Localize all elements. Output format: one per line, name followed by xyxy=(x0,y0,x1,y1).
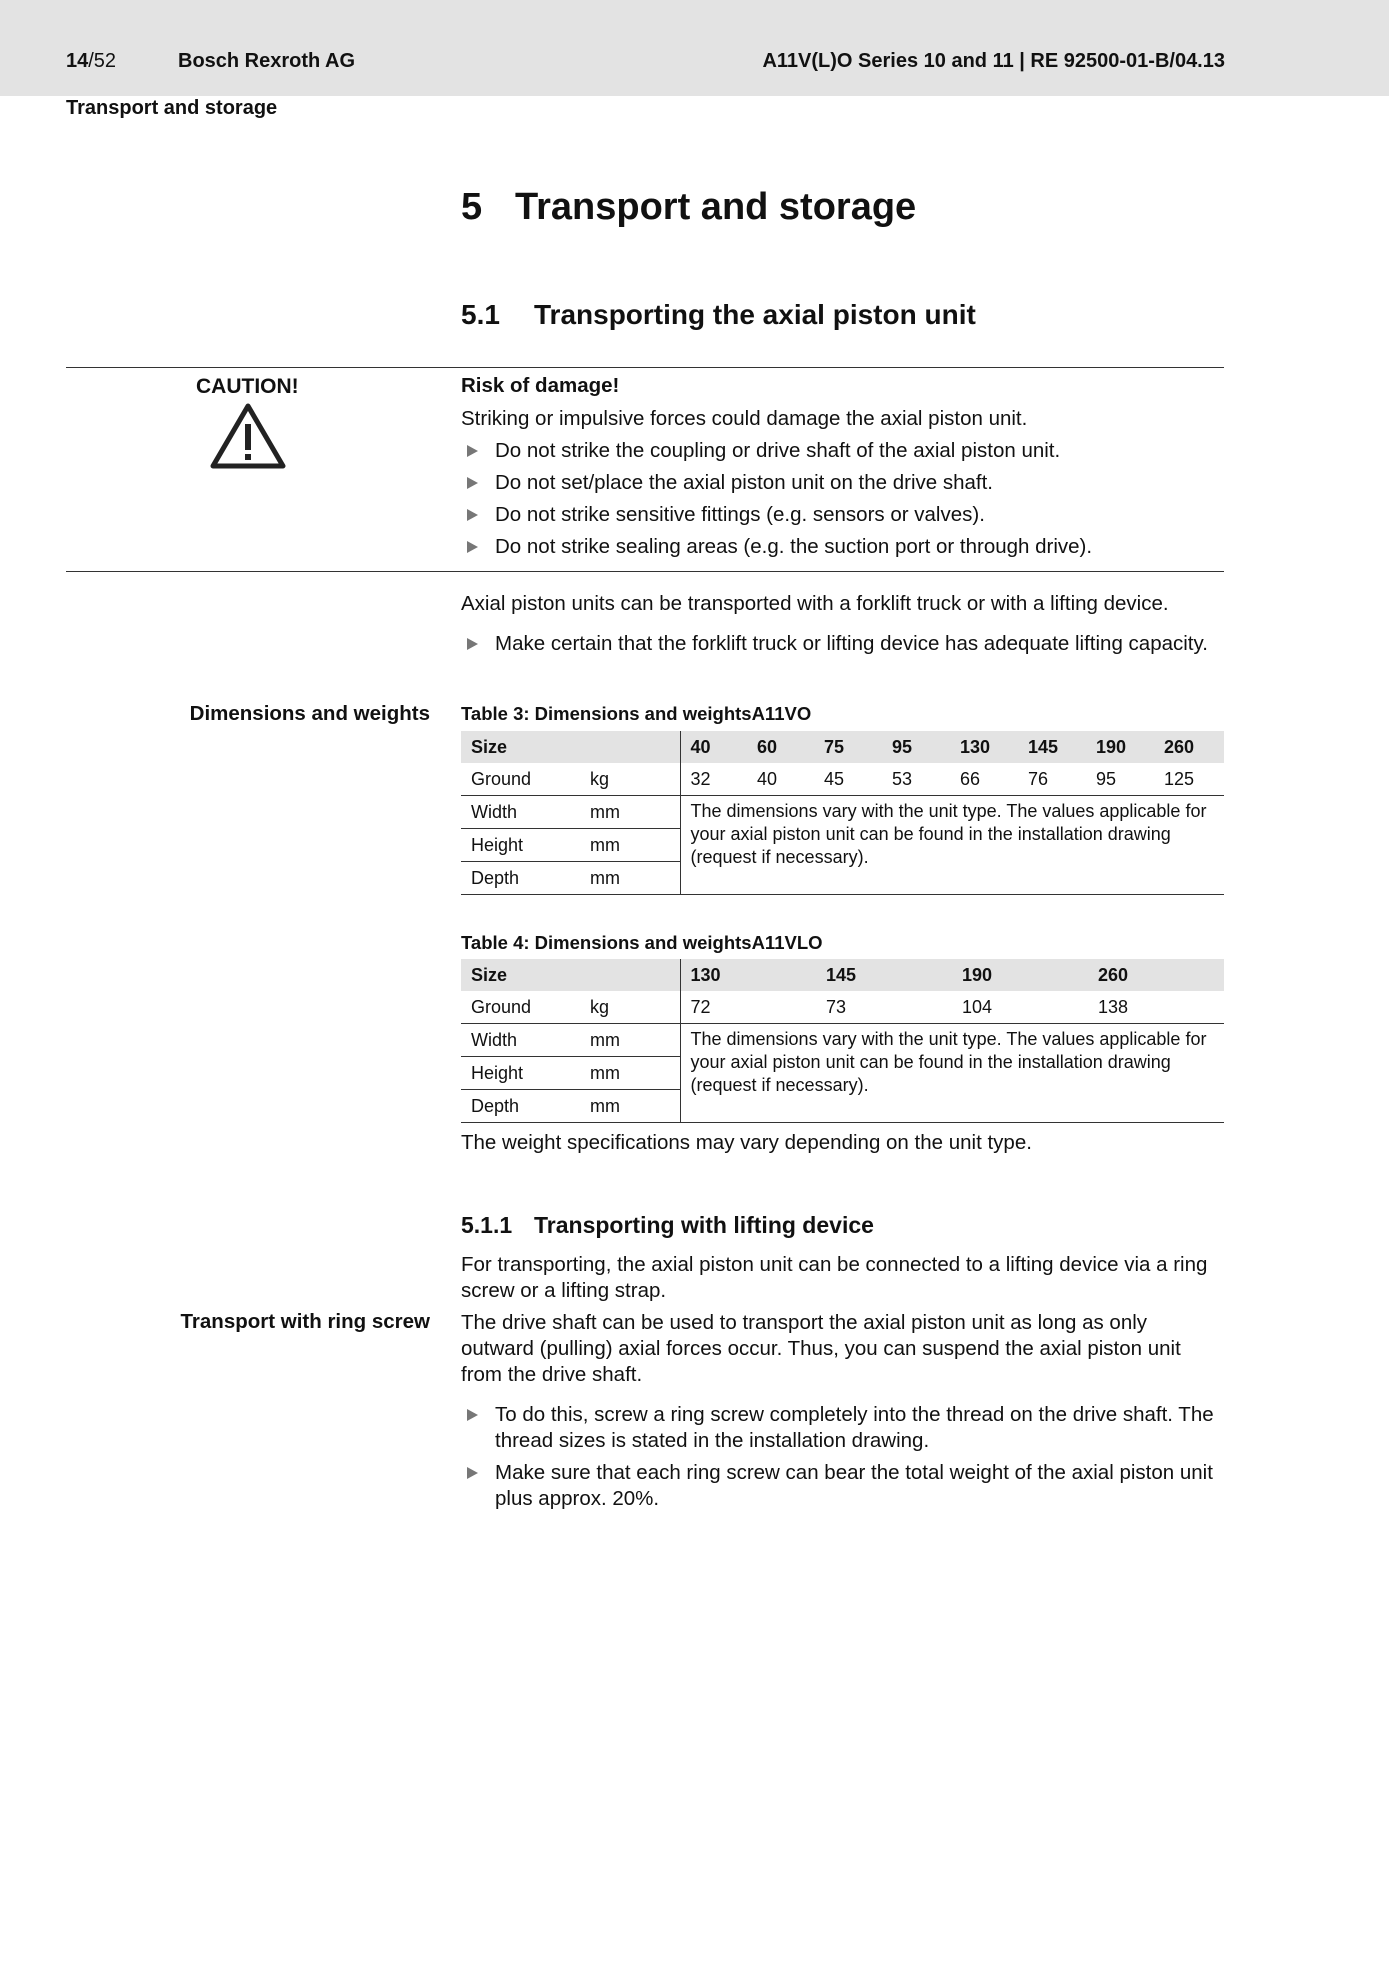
row-unit: kg xyxy=(580,991,680,1024)
row-label: Ground xyxy=(461,991,580,1024)
list-item: Do not strike sealing areas (e.g. the suction port or through drive). xyxy=(461,534,1221,560)
size-cell: 75 xyxy=(814,731,882,763)
list-item: Make sure that each ring screw can bear the total weight of the axial piston unit plus approx. 20%. xyxy=(461,1460,1221,1512)
size-cell: 130 xyxy=(950,731,1018,763)
side-label-ring-screw: Transport with ring screw xyxy=(180,1310,430,1333)
row-label: Width xyxy=(461,1024,580,1057)
table-row xyxy=(461,959,1224,991)
row-label: Depth xyxy=(461,862,580,895)
row-unit: kg xyxy=(580,763,680,796)
lifting-intro: For transporting, the axial piston unit can be connected to a lifting device via a ring screw or a lifting strap. xyxy=(461,1253,1208,1302)
row-label: Width xyxy=(461,796,580,829)
company-name: Bosch Rexroth AG xyxy=(178,50,356,72)
page-number: 14/52 xyxy=(66,50,117,72)
row-unit: mm xyxy=(580,1024,680,1057)
caution-top-rule xyxy=(66,367,1224,368)
value-cell: 95 xyxy=(1086,763,1154,796)
table-note: The dimensions vary with the unit type. The values applicable for your axial piston unit can be found in the installation drawing (request if necessary). xyxy=(680,1024,1224,1123)
value-cell: 73 xyxy=(816,991,952,1024)
size-cell: 145 xyxy=(1018,731,1086,763)
list-item: To do this, screw a ring screw completely into the thread on the drive shaft. The thread sizes is stated in the installation drawing. xyxy=(461,1402,1221,1454)
caution-bottom-rule xyxy=(66,571,1224,572)
page-header-band xyxy=(0,0,1389,96)
size-cell: 190 xyxy=(952,959,1088,991)
caution-list xyxy=(461,438,1221,566)
transport-list xyxy=(461,631,1221,663)
table4-dimensions-a11vlo xyxy=(461,959,1224,1123)
list-item: Make certain that the forklift truck or lifting device has adequate lifting capacity. xyxy=(461,631,1221,657)
list-item: Do not set/place the axial piston unit on the drive shaft. xyxy=(461,470,1221,496)
size-cell: 190 xyxy=(1086,731,1154,763)
value-cell: 104 xyxy=(952,991,1088,1024)
row-unit: mm xyxy=(580,829,680,862)
table-row xyxy=(461,1024,1224,1057)
list-item: Do not strike the coupling or drive shaft of the axial piston unit. xyxy=(461,438,1221,464)
size-cell: 260 xyxy=(1088,959,1224,991)
table-note: The dimensions vary with the unit type. The values applicable for your axial piston unit can be found in the installation drawing (request if necessary). xyxy=(680,796,1224,895)
caution-intro: Striking or impulsive forces could damage the axial piston unit. xyxy=(461,407,1028,430)
caution-heading: Risk of damage! xyxy=(461,374,620,397)
value-cell: 138 xyxy=(1088,991,1224,1024)
row-unit: mm xyxy=(580,1057,680,1090)
table4-caption: Table 4: Dimensions and weightsA11VLO xyxy=(461,932,823,953)
value-cell: 125 xyxy=(1154,763,1224,796)
table-row xyxy=(461,991,1224,1024)
chapter-heading: 5 Transport and storage xyxy=(461,186,917,228)
row-label: Depth xyxy=(461,1090,580,1123)
subsection-heading: 5.1.1 Transporting with lifting device xyxy=(461,1212,874,1238)
ring-screw-text: The drive shaft can be used to transport the axial piston unit as long as only outward (pulling) axial forces occur. Thus, you can suspend the axial piston unit from the drive shaft. xyxy=(461,1311,1181,1386)
value-cell: 32 xyxy=(680,763,747,796)
table-row xyxy=(461,763,1224,796)
table-row xyxy=(461,796,1224,829)
value-cell: 76 xyxy=(1018,763,1086,796)
table3-caption: Table 3: Dimensions and weightsA11VO xyxy=(461,703,812,724)
size-cell: 95 xyxy=(882,731,950,763)
section-heading: 5.1 Transporting the axial piston unit xyxy=(461,299,976,330)
row-label: Ground xyxy=(461,763,580,796)
weight-note: The weight specifications may vary depending on the unit type. xyxy=(461,1131,1032,1154)
side-label-dimensions: Dimensions and weights xyxy=(189,702,430,725)
size-cell: 145 xyxy=(816,959,952,991)
size-cell: 40 xyxy=(680,731,747,763)
table-row xyxy=(461,731,1224,763)
document-reference: A11V(L)O Series 10 and 11 | RE 92500-01-B/04.13 xyxy=(762,50,1225,72)
value-cell: 40 xyxy=(747,763,814,796)
list-item: Do not strike sensitive fittings (e.g. sensors or valves). xyxy=(461,502,1221,528)
row-label: Height xyxy=(461,1057,580,1090)
size-cell: 60 xyxy=(747,731,814,763)
table3-dimensions-a11vo xyxy=(461,731,1224,895)
size-cell: 260 xyxy=(1154,731,1224,763)
row-unit: mm xyxy=(580,862,680,895)
size-label: Size xyxy=(461,959,680,991)
ring-screw-list xyxy=(461,1402,1221,1518)
size-label: Size xyxy=(461,731,680,763)
value-cell: 66 xyxy=(950,763,1018,796)
row-unit: mm xyxy=(580,796,680,829)
row-unit: mm xyxy=(580,1090,680,1123)
warning-triangle-icon xyxy=(210,402,286,470)
transport-intro: Axial piston units can be transported with a forklift truck or with a lifting device. xyxy=(461,592,1169,615)
value-cell: 53 xyxy=(882,763,950,796)
value-cell: 45 xyxy=(814,763,882,796)
row-label: Height xyxy=(461,829,580,862)
size-cell: 130 xyxy=(680,959,816,991)
value-cell: 72 xyxy=(680,991,816,1024)
running-section-title: Transport and storage xyxy=(66,97,278,119)
caution-label: CAUTION! xyxy=(196,375,299,398)
